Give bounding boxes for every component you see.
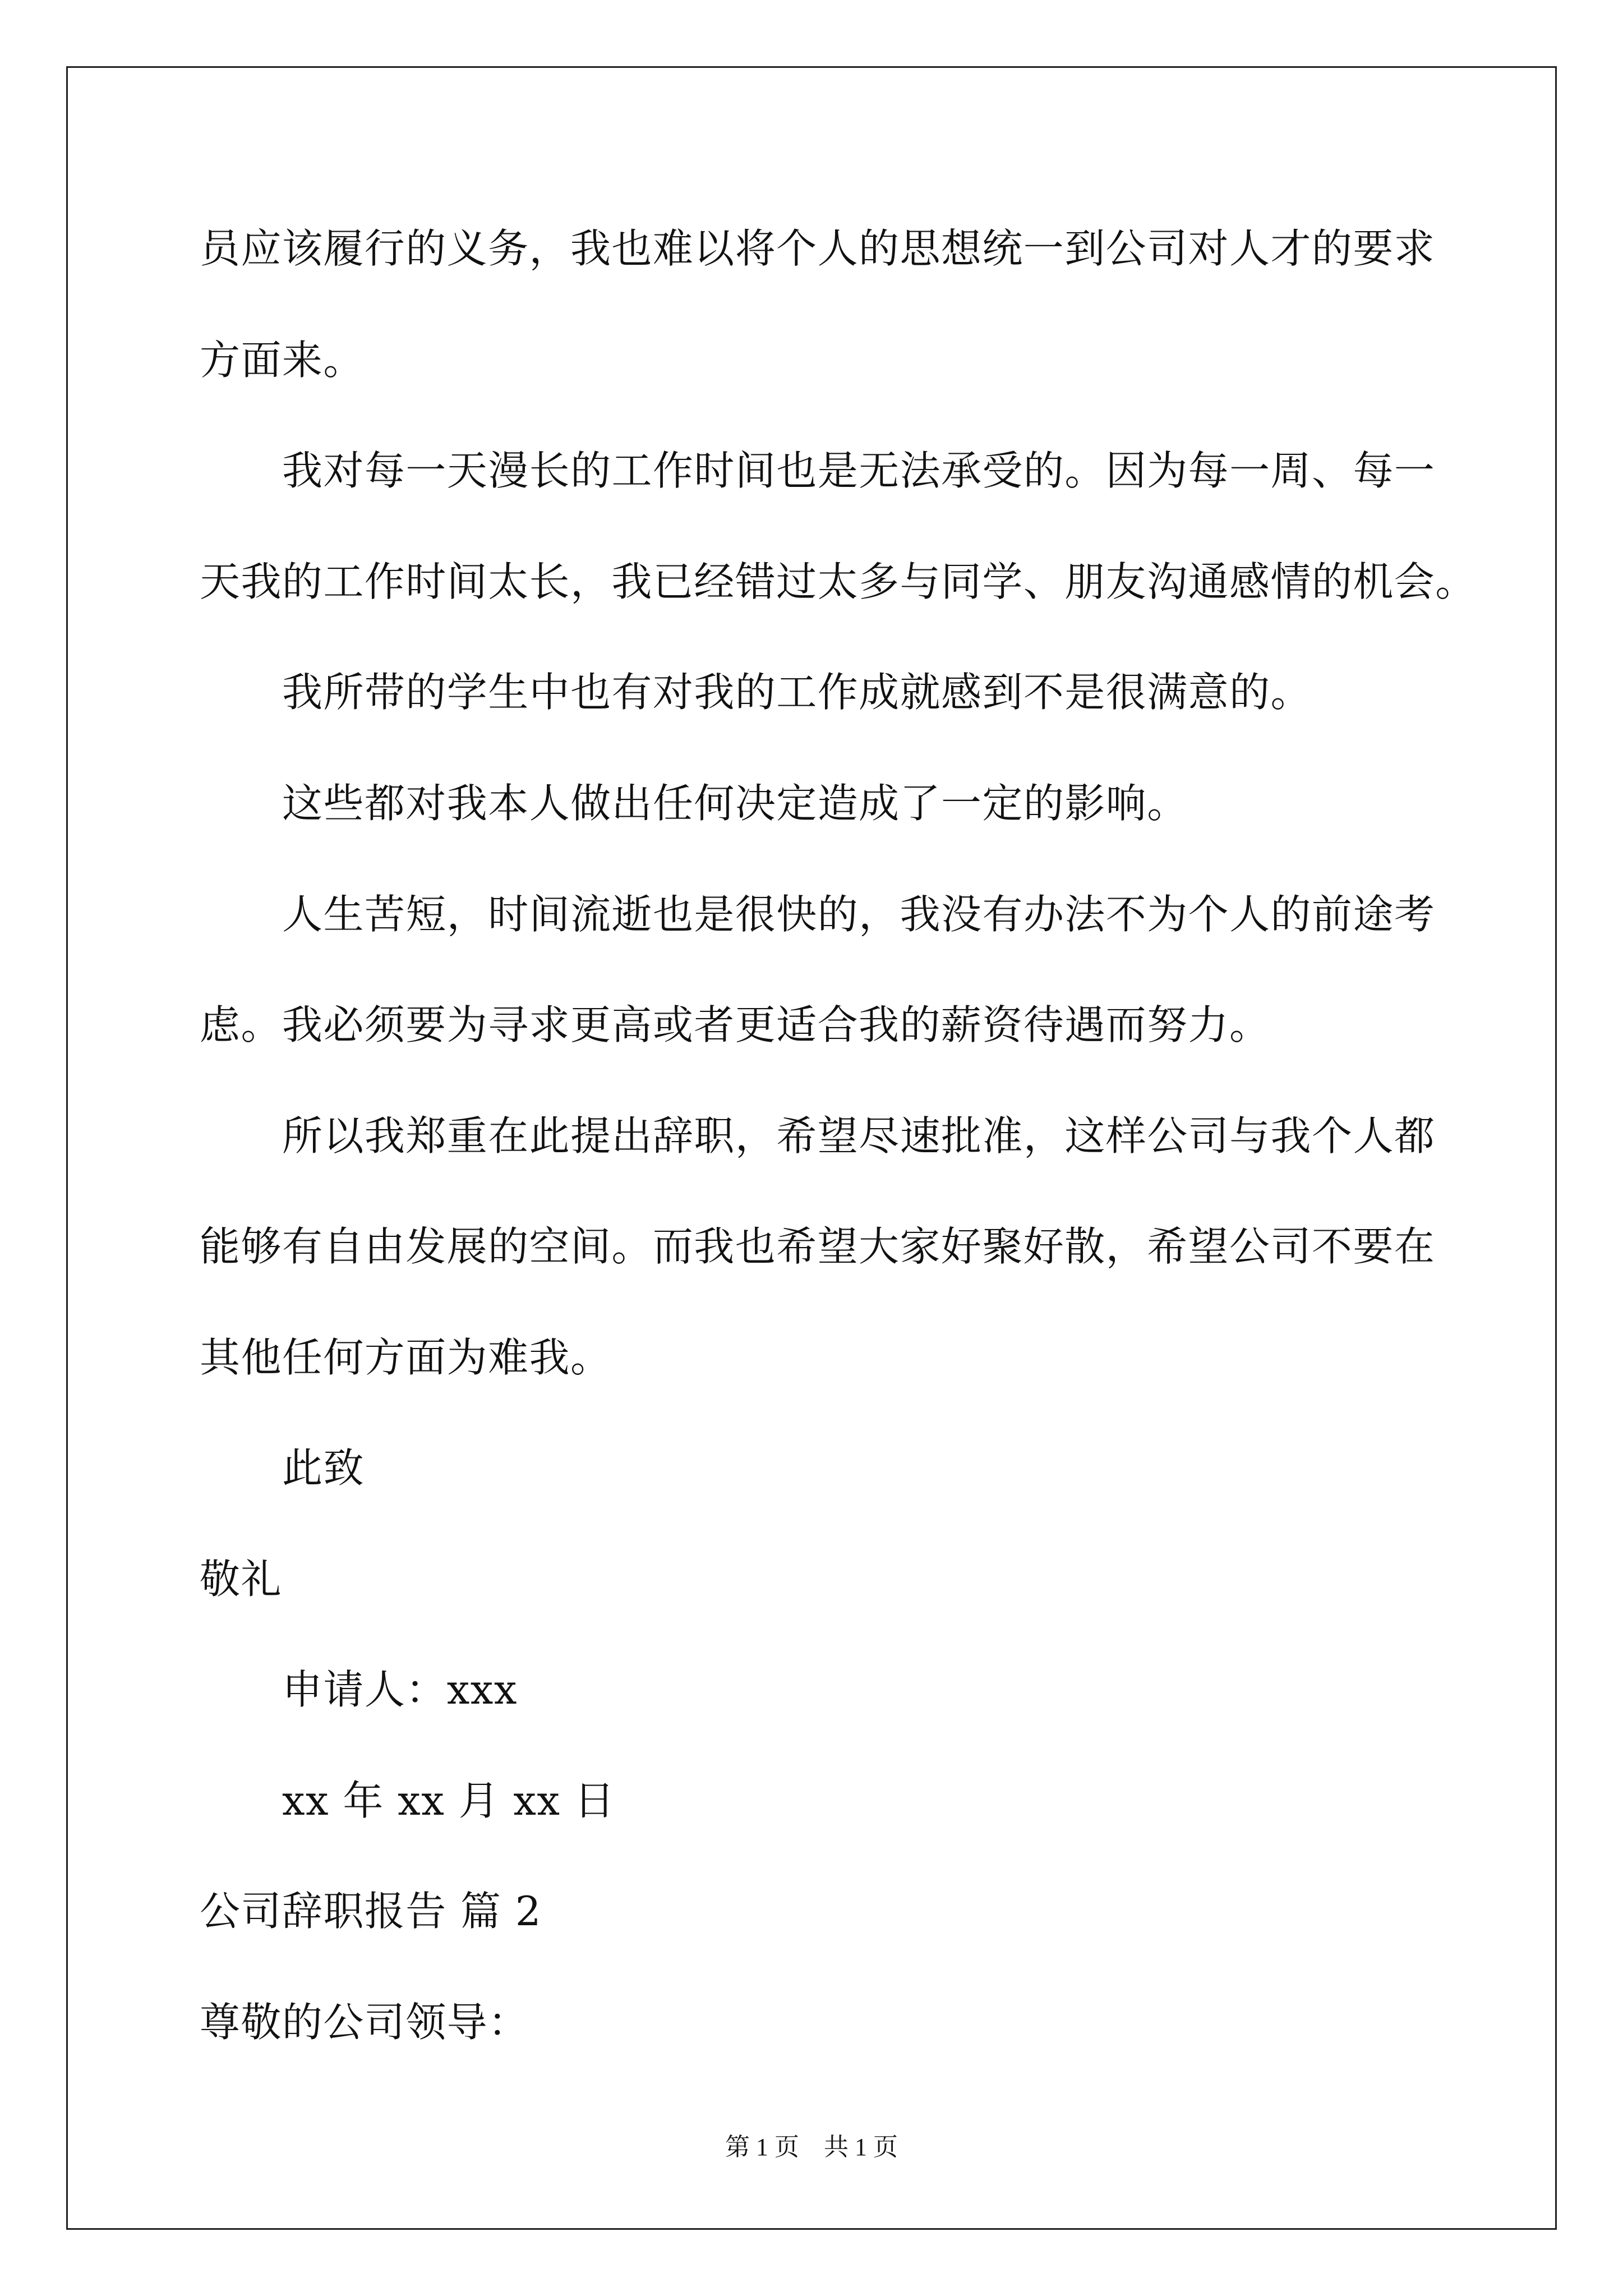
body-line-10: 能够有自由发展的空间。而我也希望大家好聚好散，希望公司不要在	[200, 1223, 1436, 1270]
body-line-2: 方面来。	[200, 337, 365, 384]
closing-salutation: 此致	[282, 1444, 365, 1492]
body-line-4: 天我的工作时间太长，我已经错过太多与同学、朋友沟通感情的机会。	[200, 558, 1477, 605]
body-line-3: 我对每一天漫长的工作时间也是无法承受的。因为每一周、每一	[282, 447, 1436, 494]
body-line-8: 虑。我必须要为寻求更高或者更适合我的薪资待遇而努力。	[200, 1001, 1271, 1048]
applicant-signature: 申请人：xxx	[282, 1666, 518, 1713]
greeting-line: 尊敬的公司领导：	[200, 1999, 529, 2046]
body-line-9: 所以我郑重在此提出辞职，希望尽速批准，这样公司与我个人都	[282, 1112, 1436, 1159]
signature-date: xx 年 xx 月 xx 日	[282, 1777, 616, 1824]
closing-regards: 敬礼	[200, 1556, 282, 1603]
body-line-11: 其他任何方面为难我。	[200, 1334, 612, 1381]
body-line-5: 我所带的学生中也有对我的工作成就感到不是很满意的。	[282, 669, 1312, 716]
body-line-7: 人生苦短，时间流逝也是很快的，我没有办法不为个人的前途考	[282, 891, 1436, 938]
body-line-6: 这些都对我本人做出任何决定造成了一定的影响。	[282, 780, 1188, 827]
page-number-footer: 第 1 页 共 1 页	[725, 2133, 898, 2161]
body-line-1: 员应该履行的义务，我也难以将个人的思想统一到公司对人才的要求	[200, 225, 1436, 272]
section-heading: 公司辞职报告 篇 2	[200, 1888, 542, 1935]
